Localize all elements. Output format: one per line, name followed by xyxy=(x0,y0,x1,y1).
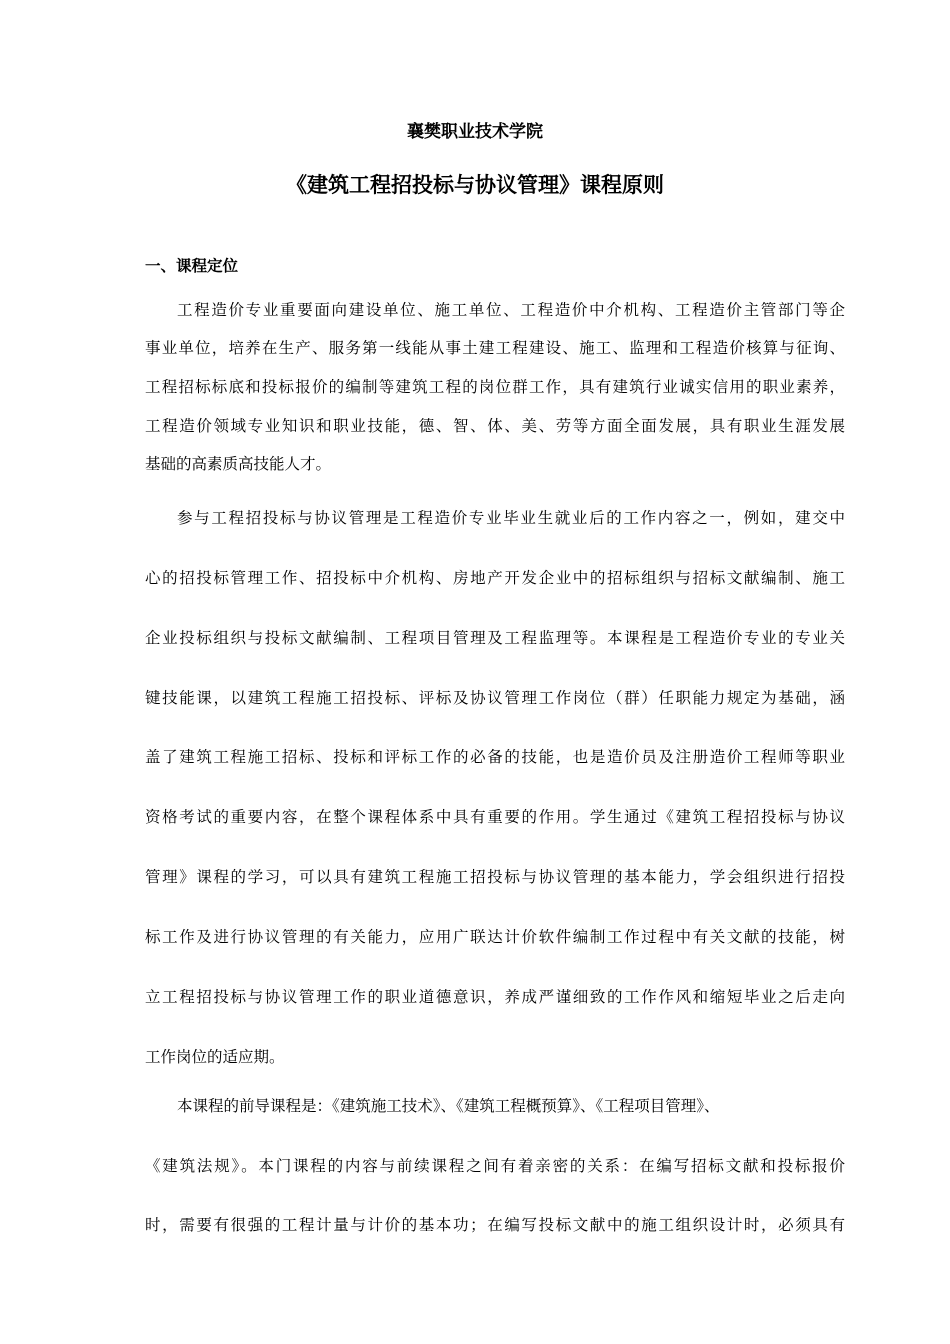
paragraph-3-line-3: 时，需要有很强的工程计量与计价的基本功；在编写投标文献中的施工组织设计时，必须具有 xyxy=(145,1216,845,1234)
school-name: 襄樊职业技术学院 xyxy=(407,122,543,142)
paragraph-1-line-4: 工程造价领域专业知识和职业技能，德、智、体、美、劳等方面全面发展，具有职业生涯发展 xyxy=(145,417,845,435)
paragraph-2-line-10: 工作岗位的适应期。 xyxy=(145,1048,285,1066)
paragraph-2-line-4: 键技能课，以建筑工程施工招投标、评标及协议管理工作岗位（群）任职能力规定为基础，涵 xyxy=(145,689,845,707)
paragraph-2-line-9: 立工程招投标与协议管理工作的职业道德意识，养成严谨细致的工作作风和缩短毕业之后走向 xyxy=(145,988,845,1006)
paragraph-1-line-5: 基础的高素质高技能人才。 xyxy=(145,455,332,473)
paragraph-1-line-3: 工程招标标底和投标报价的编制等建筑工程的岗位群工作，具有建筑行业诚实信用的职业素养， xyxy=(145,378,845,396)
paragraph-2-line-2: 心的招投标管理工作、招投标中介机构、房地产开发企业中的招标组织与招标文献编制、施工 xyxy=(145,569,845,587)
course-title: 《建筑工程招投标与协议管理》课程原则 xyxy=(286,172,664,197)
paragraph-2-line-7: 管理》课程的学习，可以具有建筑工程施工招投标与协议管理的基本能力，学会组织进行招投 xyxy=(145,868,845,886)
section-heading: 一、课程定位 xyxy=(145,256,239,275)
paragraph-3-line-2: 《建筑法规》。本门课程的内容与前续课程之间有着亲密的关系：在编写招标文献和投标报价 xyxy=(145,1157,845,1175)
paragraph-3-line-1: 本课程的前导课程是：《建筑施工技术》、《建筑工程概预算》、《工程项目管理》、 xyxy=(177,1097,720,1115)
paragraph-1-line-2: 事业单位，培养在生产、服务第一线能从事土建工程建设、施工、监理和工程造价核算与征询、 xyxy=(145,339,845,357)
paragraph-2-line-3: 企业投标组织与投标文献编制、工程项目管理及工程监理等。本课程是工程造价专业的专业关 xyxy=(145,629,845,647)
paragraph-1-line-1: 工程造价专业重要面向建设单位、施工单位、工程造价中介机构、工程造价主管部门等企 xyxy=(177,301,845,319)
paragraph-2-line-8: 标工作及进行协议管理的有关能力，应用广联达计价软件编制工作过程中有关文献的技能，树 xyxy=(145,928,845,946)
paragraph-2-line-5: 盖了建筑工程施工招标、投标和评标工作的必备的技能，也是造价员及注册造价工程师等职业 xyxy=(145,748,845,766)
paragraph-2-line-1: 参与工程招投标与协议管理是工程造价专业毕业生就业后的工作内容之一，例如，建交中 xyxy=(177,509,845,527)
paragraph-2-line-6: 资格考试的重要内容，在整个课程体系中具有重要的作用。学生通过《建筑工程招投标与协议 xyxy=(145,808,845,826)
